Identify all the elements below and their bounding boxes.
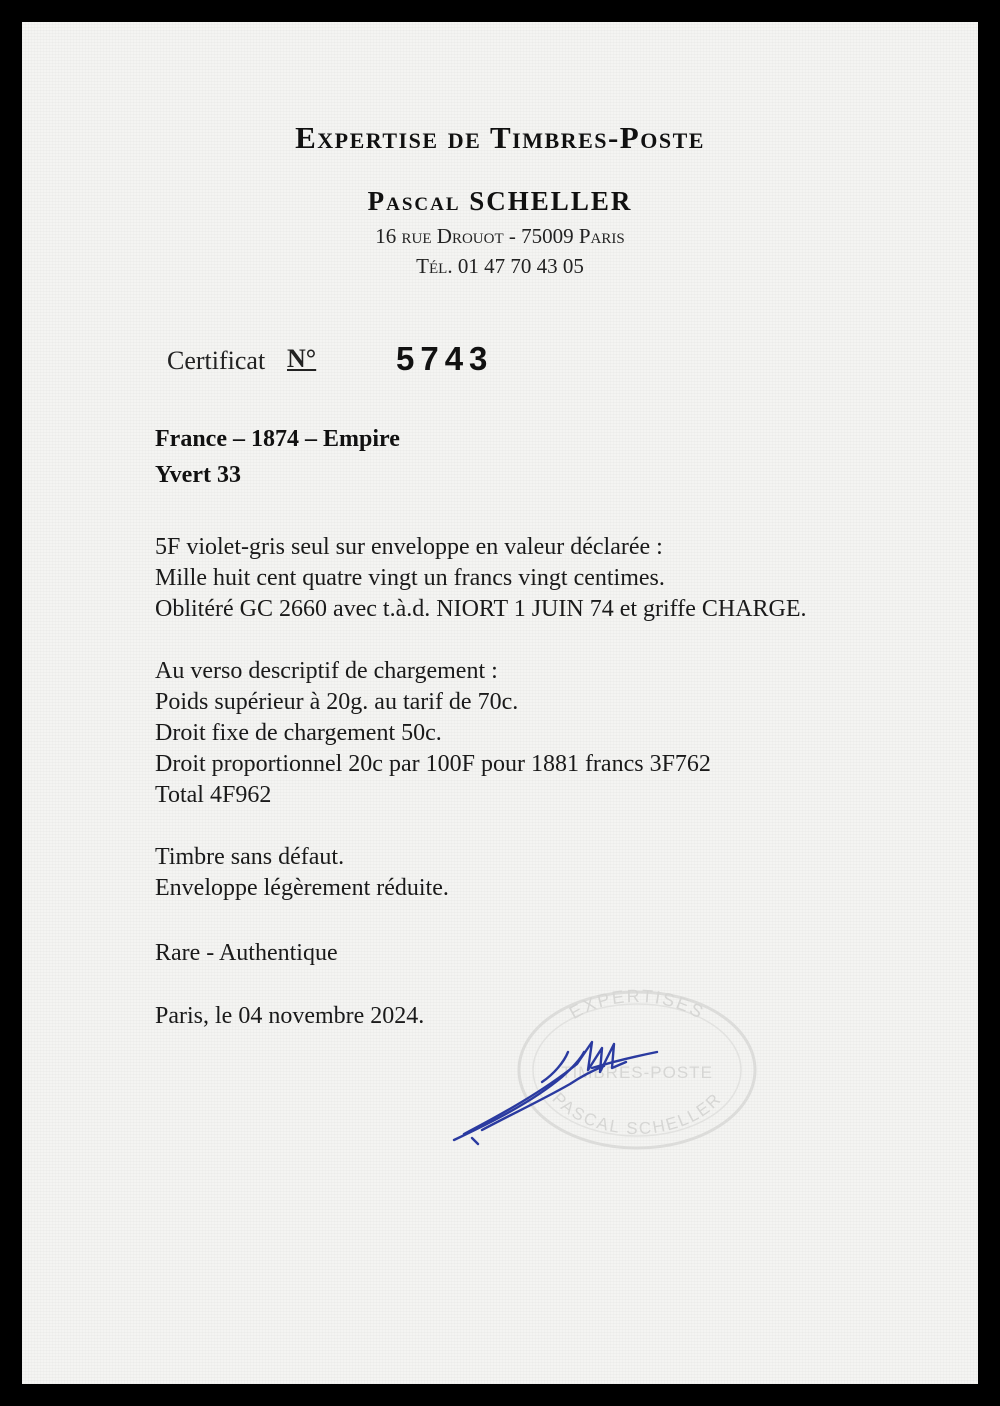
certificate-number-sign: N° bbox=[287, 344, 317, 373]
date-line: Paris, le 04 novembre 2024. bbox=[155, 1003, 425, 1029]
seal-middle-text: TIMBRES-POSTE bbox=[561, 1063, 713, 1082]
condition-line: Timbre sans défaut. bbox=[155, 844, 345, 870]
verso-line: Droit proportionnel 20c par 100F pour 1881 francs 3F762 bbox=[155, 751, 711, 777]
expert-phone: Tél. 01 47 70 43 05 bbox=[416, 254, 584, 278]
subject-catalog: Yvert 33 bbox=[155, 462, 241, 488]
certificate-sheet bbox=[22, 22, 978, 1384]
page-title: Expertise de Timbres-Poste bbox=[295, 120, 705, 155]
verso-line: Total 4F962 bbox=[155, 782, 272, 808]
expert-address: 16 rue Drouot - 75009 Paris bbox=[375, 224, 625, 248]
condition-line: Enveloppe légèrement réduite. bbox=[155, 875, 449, 901]
seal-bottom-text: PASCAL SCHELLER bbox=[548, 1088, 726, 1139]
verso-line: Au verso descriptif de chargement : bbox=[155, 658, 498, 684]
description-line: Mille huit cent quatre vingt un francs vingt centimes. bbox=[155, 565, 665, 591]
description-line: 5F violet-gris seul sur enveloppe en valeur déclarée : bbox=[155, 534, 663, 560]
expert-name: Pascal SCHELLER bbox=[367, 186, 633, 216]
verso-line: Droit fixe de chargement 50c. bbox=[155, 720, 442, 746]
verso-line: Poids supérieur à 20g. au tarif de 70c. bbox=[155, 689, 519, 715]
seal-top-text: EXPERTISES bbox=[565, 985, 709, 1024]
verdict: Rare - Authentique bbox=[155, 940, 338, 966]
certificate-number: 5743 bbox=[396, 340, 494, 377]
certificate-label: Certificat bbox=[167, 346, 266, 375]
signature bbox=[442, 1022, 702, 1152]
description-line: Oblitéré GC 2660 avec t.à.d. NIORT 1 JUIN 74 et griffe CHARGE. bbox=[155, 596, 807, 622]
subject-country-year: France – 1874 – Empire bbox=[155, 426, 400, 452]
